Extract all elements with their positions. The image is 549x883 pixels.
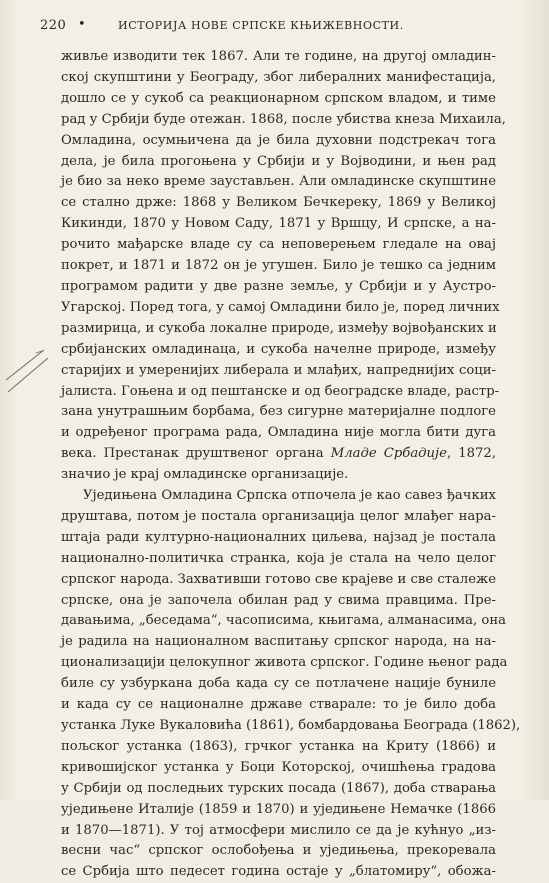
text-line: уједињене Италије (1859 и 1870) и уједињене Немачке (1866 xyxy=(61,801,496,817)
text-line: дошло се у сукоб са реакционарном српском владом, и тиме xyxy=(61,90,496,106)
text-line: размирица, и сукоба локалне природе, између војвођанских и xyxy=(61,320,497,336)
text-fragment: века. Престанак друштвеног органа xyxy=(61,446,331,462)
text-line: ционализацији целокупног живота српског. Године њеног рада xyxy=(61,655,508,671)
text-line: и када су се националне државе стварале: то је било доба xyxy=(61,697,496,713)
text-line: и 1870—1871). У тој атмосфери мислило се да је кућнуо „из- xyxy=(61,822,496,838)
text-line: србијанских омладинаца, и сукоба начелне природе, између xyxy=(61,341,496,357)
text-line: српског народа. Захвативши готово све крајеве и све сталеже xyxy=(61,571,496,587)
body-text xyxy=(61,47,521,883)
text-line: српске, она је започела обилан рад у свима правцима. Пре- xyxy=(61,592,496,608)
page-header xyxy=(40,18,510,36)
text-line: се стално држе: 1868 у Великом Бечкереку, 1869 у Великој xyxy=(61,195,496,211)
text-line: старијих и умеренијих либерала и млађих, напреднијих соци- xyxy=(61,362,496,378)
paragraph-1 xyxy=(61,47,506,486)
text-line: биле су узбуркана доба када су се потлачене нације буниле xyxy=(61,676,496,692)
text-line: значио је крај омладинске организације. xyxy=(61,467,349,483)
text-line: је радила на националном васпитању српског народа, на на- xyxy=(61,634,496,650)
text-line: живље изводити тек 1867. Али те године, на другој омладин- xyxy=(61,49,496,64)
paragraph-2 xyxy=(61,486,521,883)
text-line: у Србији од последњих турских посада (1867), доба стварања xyxy=(61,780,496,796)
text-line: рад у Србији буде отежан. 1868, после убиства кнеза Михаила, xyxy=(61,111,506,127)
text-line: рочито мађарске владе су са неповерењем гледале на овај xyxy=(61,237,496,253)
text-line: и одређеног програма рада, Омладина није могла бити дуга xyxy=(61,425,496,441)
text-line: Кикинди, 1870 у Новом Саду, 1871 у Вршцу, И српске, а на- xyxy=(61,216,496,232)
text-line: ској скупштини у Београду, због либералних манифестација, xyxy=(61,69,496,85)
text-line: Угарској. Поред тога, у самој Омладини било је, поред личних xyxy=(61,299,500,315)
text-line: национално-политичка странка, која је стала на чело целог xyxy=(61,550,496,566)
text-line: устанка Луке Вукаловића (1861), бомбардовања Београда (1862), xyxy=(61,718,521,733)
text-line: је био за неко време заустављен. Али омладинске скупштине xyxy=(61,174,496,190)
text-line-with-title xyxy=(61,444,496,465)
page-number: 220 xyxy=(40,18,67,33)
text-line: дела, је била прогоњена у Србији и у Војводини, и њен рад xyxy=(61,153,496,169)
text-line: весни час“ српског ослобођења и уједињења, прекоревала xyxy=(61,843,496,859)
text-line: друштава, потом је постала организација целог млађег нара- xyxy=(61,508,496,524)
text-line: давањима, „беседама“, часописима, књигама, алманасима, она xyxy=(61,613,507,629)
text-fragment: , 1872, xyxy=(446,446,496,462)
text-line: се Србија што педесет година остаје у „блатомиру“, обожа- xyxy=(61,864,496,880)
text-line: кривошијског устанка у Боци Которској, очишћења градова xyxy=(61,759,496,775)
header-separator: • xyxy=(78,17,87,32)
text-line: Омладина, осумњичена да је била духовни подстрекач тога xyxy=(61,132,496,148)
text-line: програмом радити у две разне земље, у Србији и у Аустро- xyxy=(61,278,496,294)
text-line: штаја ради културно-националних циљева, најзад је постала xyxy=(61,529,496,545)
text-line: пољског устанка (1863), грчког устанка на Криту (1866) и xyxy=(61,738,496,754)
running-title: ИСТОРИЈА НОВЕ СРПСКЕ КЊИЖЕВНОСТИ. xyxy=(118,19,404,32)
periodical-title: Младе Србадије xyxy=(330,446,447,462)
text-line: зана унутрашњим борбама, без сигурне материјалне подлоге xyxy=(61,404,496,420)
pencil-margin-mark-icon xyxy=(4,340,64,400)
text-line: јалиста. Гоњена и од пештанске и од београдске владе, растр- xyxy=(61,383,500,399)
text-line: Уједињена Омладина Српска отпочела је као савез ђачких xyxy=(83,488,496,504)
text-line: покрет, и 1871 и 1872 он је угушен. Било је тешко са једним xyxy=(61,258,496,274)
